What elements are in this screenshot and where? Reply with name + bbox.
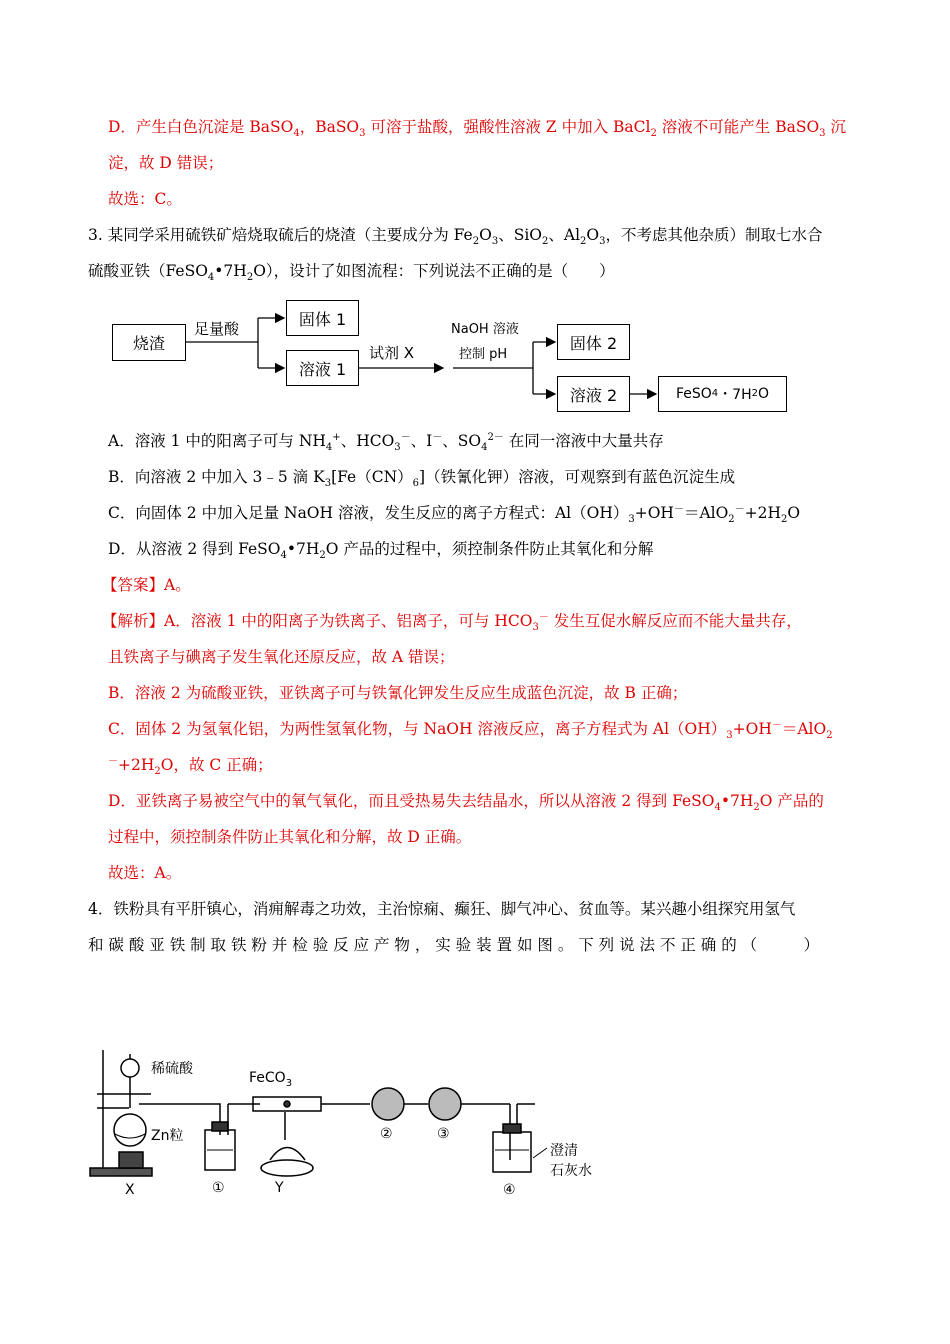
q3-analysis-line7: 过程中，须控制条件防止其氧化和分解，故 D 正确。 bbox=[108, 828, 472, 846]
q3-option-d: D．从溶液 2 得到 $FeSO_4•7H_2O$ 产品的过程中，须控制条件防止其氧化和分解 bbox=[108, 540, 654, 562]
flow-box-solution1: 溶液 1 bbox=[286, 350, 359, 386]
q3-option-c: C．向固体 2 中加入足量 NaOH 溶液，发生反应的离子方程式：$Al(OH)_3+OH^-=AlO_2^-+2H_2O$ bbox=[108, 503, 801, 526]
flow-label-ph: 控制 pH bbox=[459, 347, 508, 362]
q2-option-d-line1: D．产生白色沉淀是 BaSO$_4$，BaSO$_3$ 可溶于盐酸，强酸性溶液 Z 中加入 BaCl$_2$ 溶液不可能产生 BaSO$_3$ 沉 bbox=[108, 118, 846, 140]
q3-analysis-line1: 【解析】A．溶液 1 中的阳离子为铁离子、铝离子，可与 $HCO_3^-$ 发生互促水解反应而不能大量共存， bbox=[102, 611, 802, 634]
q3-answer: 【答案】A。 bbox=[102, 576, 191, 594]
label-3: ③ bbox=[437, 1126, 450, 1142]
q2-choose: 故选：C。 bbox=[108, 190, 182, 208]
q3-analysis-line5: $^-+2H_2O$，故 C 正确； bbox=[108, 755, 273, 778]
flow-label-acid: 足量酸 bbox=[194, 320, 240, 338]
q3-stem-line1: 3. 某同学采用硫铁矿焙烧取硫后的烧渣（主要成分为 $Fe_2O_3$、SiO$_2$、$Al_2O_3$，不考虑其他杂质）制取七水合 bbox=[88, 226, 823, 248]
label-zinc-granules: Zn粒 bbox=[151, 1128, 184, 1144]
label-y: Y bbox=[275, 1180, 284, 1196]
q3-analysis-line6: D．亚铁离子易被空气中的氧气氧化，而且受热易失去结晶水，所以从溶液 2 得到 $FeSO_4•7H_2O$ 产品的 bbox=[108, 792, 824, 814]
label-dilute-sulfuric-acid: 稀硫酸 bbox=[151, 1061, 193, 1077]
q3-choose: 故选：A。 bbox=[108, 864, 182, 882]
flow-box-slag: 烧渣 bbox=[112, 324, 186, 361]
label-limewater: 石灰水 bbox=[550, 1163, 592, 1179]
q2-option-d-line2: 淀，故 D 错误； bbox=[108, 154, 224, 172]
q4-apparatus-figure bbox=[85, 1040, 625, 1210]
q4-stem-line1: 4．铁粉具有平肝镇心，消痈解毒之功效，主治惊痫、癫狂、脚气冲心、贫血等。某兴趣小组探究用氢气 bbox=[88, 900, 796, 918]
label-x: X bbox=[125, 1182, 135, 1198]
q3-option-b: B．向溶液 2 中加入 3﹣5 滴 $K_3[Fe(CN)_6]$（铁氰化钾）溶液，可观察到有蓝色沉淀生成 bbox=[108, 468, 736, 490]
q3-option-a: A．溶液 1 中的阳离子可与 $NH_4^+$、$HCO_3^-$、I－、$SO_4^{2-}$ 在同一溶液中大量共存 bbox=[108, 431, 664, 454]
q3-analysis-line3: B．溶液 2 为硫酸亚铁，亚铁离子可与铁氰化钾发生反应生成蓝色沉淀，故 B 正确； bbox=[108, 684, 688, 702]
flow-box-solution2: 溶液 2 bbox=[557, 376, 630, 412]
label-4: ④ bbox=[503, 1182, 516, 1198]
label-1: ① bbox=[212, 1180, 225, 1196]
flow-box-product: FeSO 4 ・7H 2 O bbox=[658, 376, 787, 412]
label-2: ② bbox=[380, 1126, 393, 1142]
q3-stem-line2: 硫酸亚铁$(FeSO_4•7H_2O)$，设计了如图流程：下列说法不正确的是（ ） bbox=[88, 262, 615, 284]
q3-analysis-line4: C．固体 2 为氢氧化铝，为两性氢氧化物，与 NaOH 溶液反应，离子方程式为 $Al(OH)_3+OH^-=AlO_2$ bbox=[108, 719, 833, 742]
flow-label-naoh: NaOH 溶液 bbox=[451, 322, 519, 337]
q3-analysis-line2: 且铁离子与碘离子发生氧化还原反应，故 A 错误； bbox=[108, 648, 455, 666]
flow-label-reagent: 试剂 X bbox=[369, 344, 415, 362]
label-feco3: FeCO$_3$ bbox=[249, 1070, 293, 1089]
q3-flow-chart bbox=[0, 0, 950, 420]
label-clear: 澄清 bbox=[550, 1143, 578, 1159]
q4-stem-line2: 和 碳 酸 亚 铁 制 取 铁 粉 并 检 验 反 应 产 物 ， 实 验 装 置 如 图 。 下 列 说 法 不 正 确 的 （ ） bbox=[88, 936, 820, 954]
flow-box-solid1: 固体 1 bbox=[286, 300, 359, 336]
flow-box-solid2: 固体 2 bbox=[557, 324, 630, 360]
